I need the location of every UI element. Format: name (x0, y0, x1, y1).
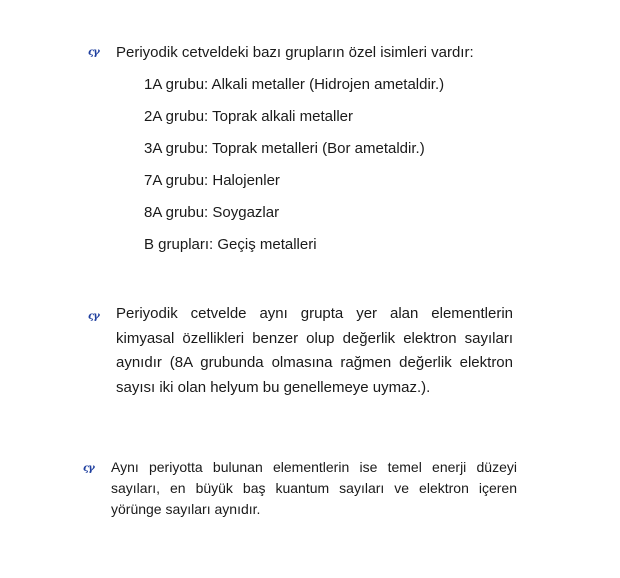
section1-intro: Periyodik cetveldeki bazı grupların özel isimleri vardır: (116, 44, 474, 61)
bullet-icon: ςγ (88, 47, 99, 58)
group-item-1a: 1A grubu: Alkali metaller (Hidrojen ametaldir.) (144, 76, 445, 93)
group-item-8a: 8A grubu: Soygazlar (144, 204, 280, 221)
group-item-2a: 2A grubu: Toprak alkali metaller (144, 108, 354, 125)
bullet-icon: ςγ (83, 463, 94, 474)
group-item-3a: 3A grubu: Toprak metalleri (Bor ametaldir.) (144, 140, 425, 157)
bullet-icon: ςγ (88, 311, 99, 322)
section2-paragraph: Periyodik cetvelde aynı grupta yer alan elementlerin kimyasal özellikleri benzer olup değerlik elektron sayıları aynıdır (8A grubunda olmasına rağmen değerlik elektron sayısı iki olan helyum bu genellemeye uymaz.). (116, 305, 513, 396)
section3-paragraph: Aynı periyotta bulunan elementlerin ise temel enerji düzeyi sayıları, en büyük baş kuantum sayıları ve elektron içeren yörünge sayıları aynıdır. (111, 459, 517, 517)
group-item-b: B grupları: Geçiş metalleri (144, 236, 317, 253)
group-item-7a: 7A grubu: Halojenler (144, 172, 280, 189)
